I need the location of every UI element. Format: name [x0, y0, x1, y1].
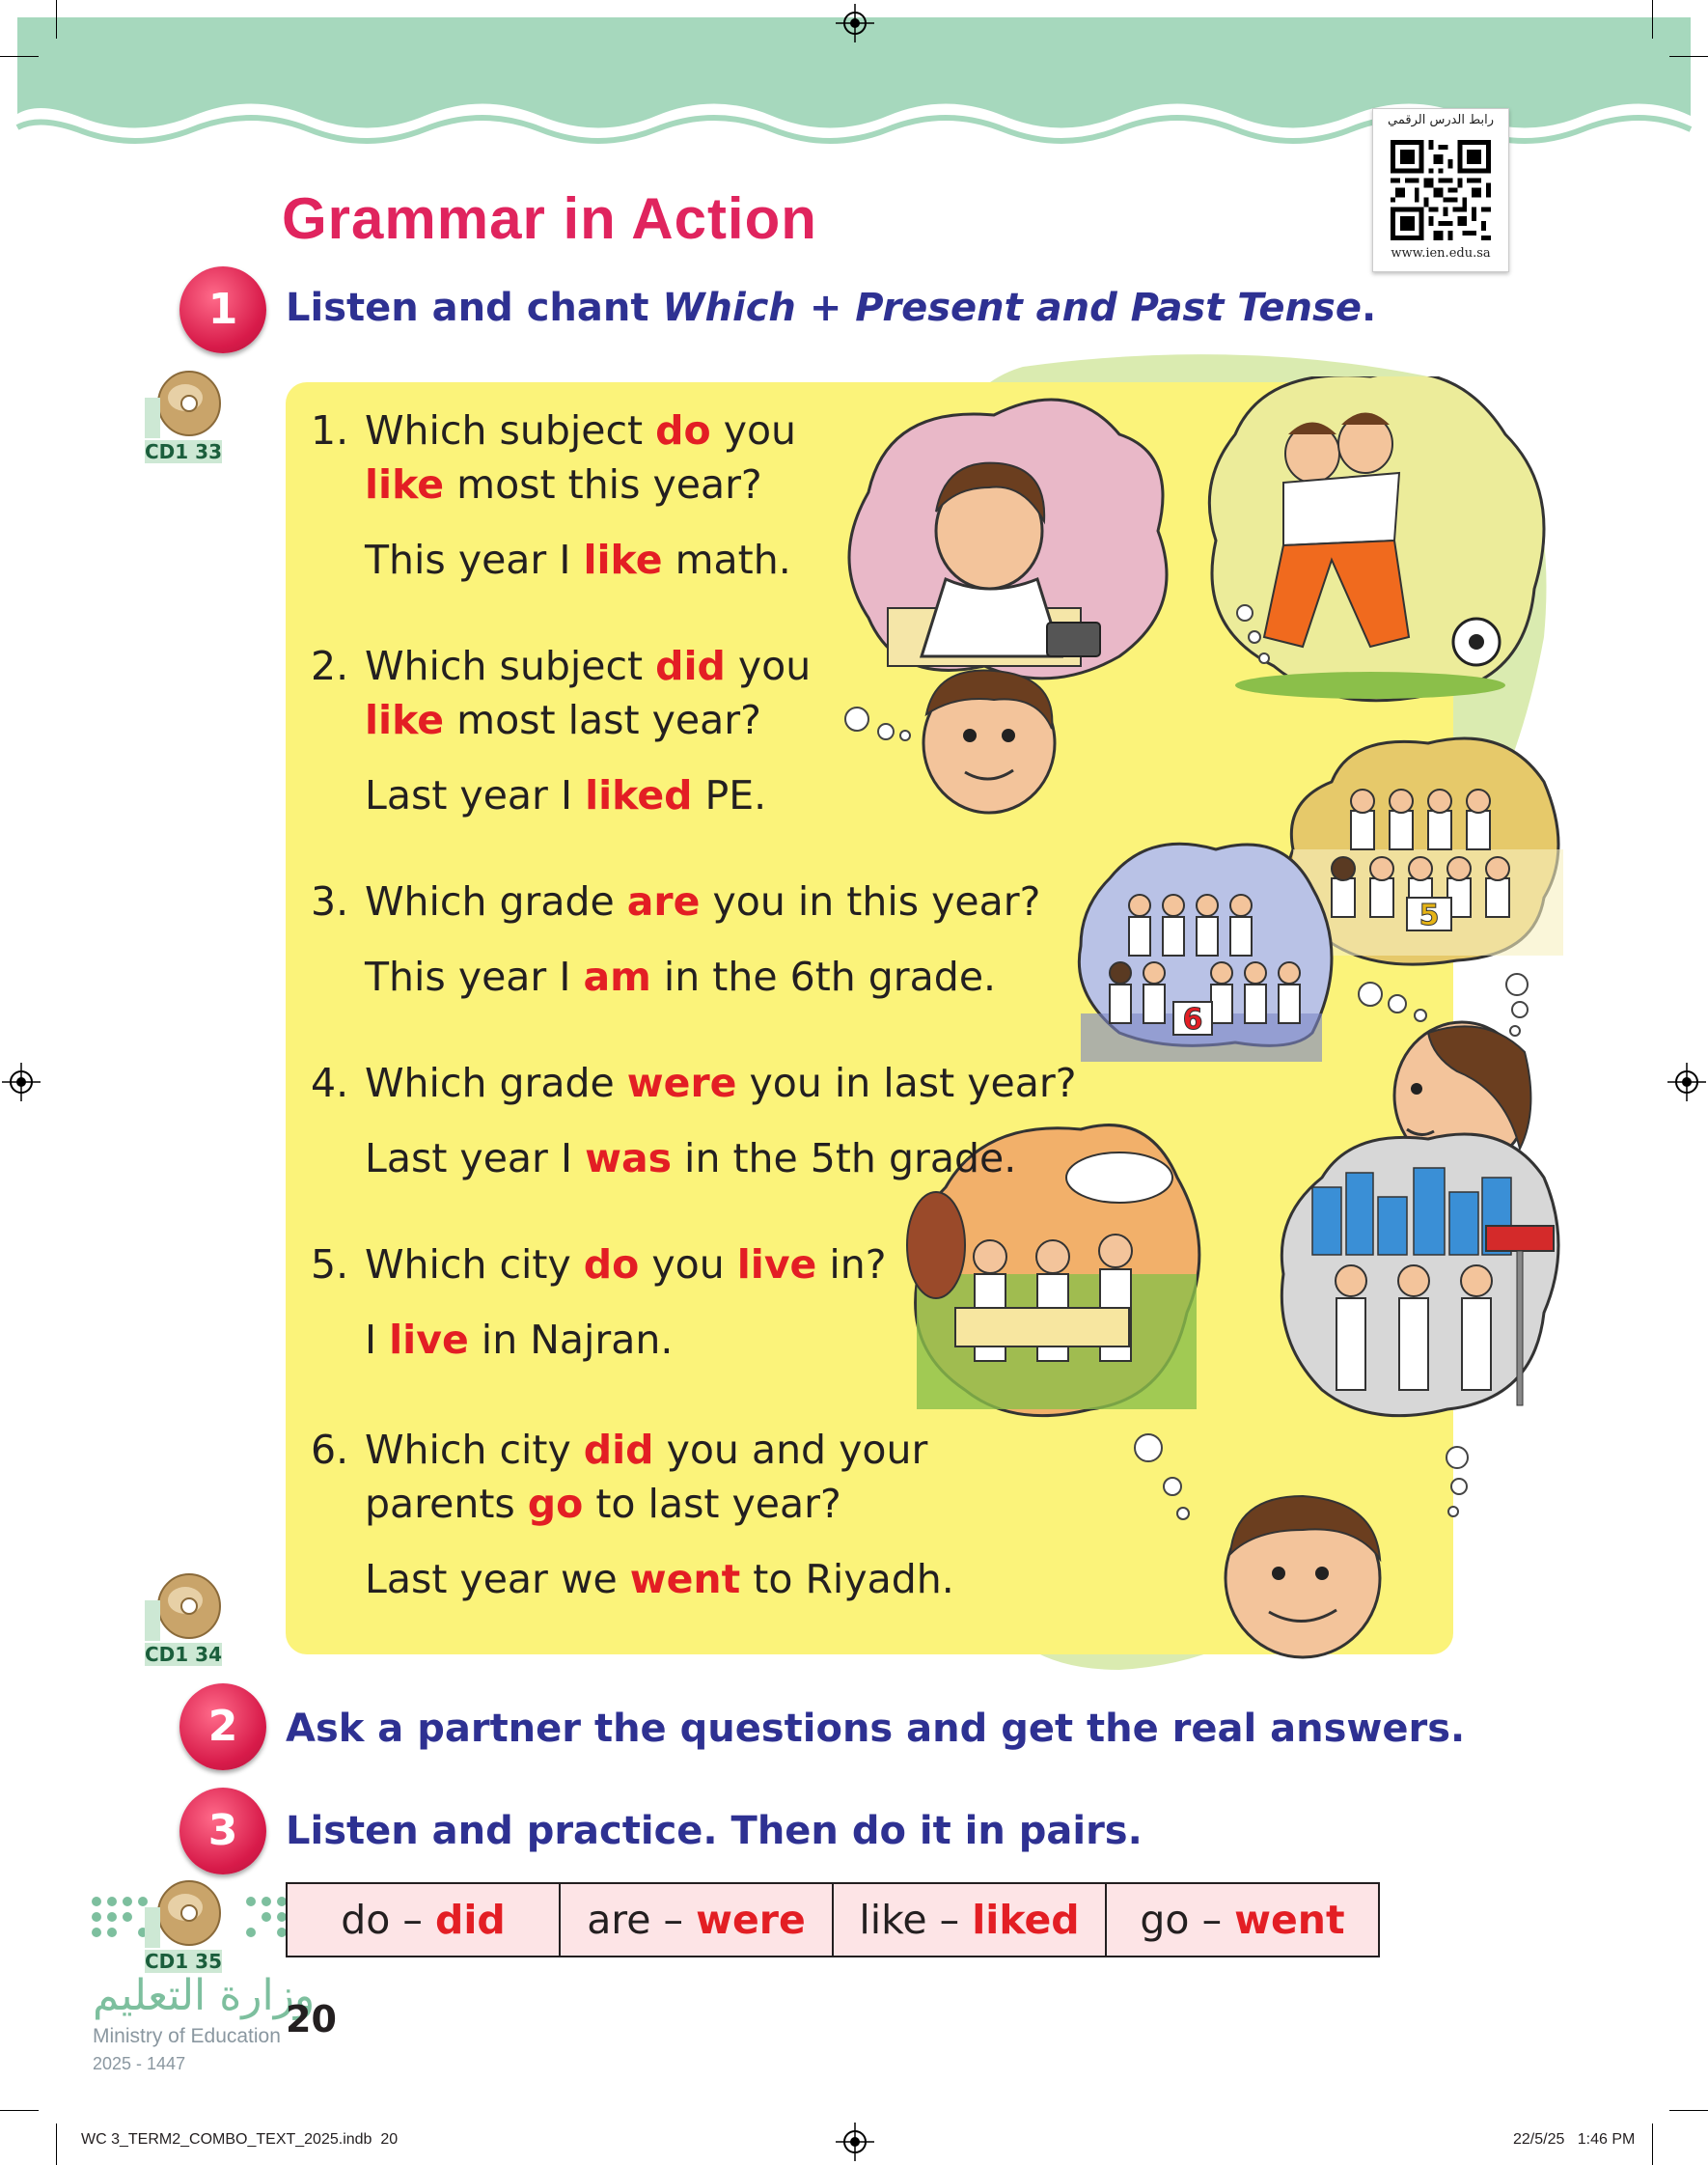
cd-label: CD1 34: [145, 1643, 222, 1666]
answer-text: This year I: [365, 954, 584, 1000]
past-verb: went: [1234, 1897, 1345, 1943]
highlight-verb: live: [389, 1317, 469, 1363]
highlight-verb: were: [626, 1060, 737, 1106]
city-scene-illustration: [1281, 1134, 1558, 1416]
exercise-2-instruction: Ask a partner the questions and get the real answers.: [286, 1707, 1466, 1751]
crop-mark: [1669, 2110, 1708, 2111]
separator: –: [650, 1897, 697, 1943]
answer-text: to Riyadh.: [740, 1556, 954, 1602]
chant-question-2: [311, 639, 811, 747]
answer-text: in Najran.: [468, 1317, 674, 1363]
ministry-name-english: Ministry of Education: [93, 2025, 281, 2047]
exercise-number-badge: 1: [179, 266, 266, 353]
cd-track-35[interactable]: [145, 1878, 222, 1973]
highlight-verb: like: [583, 537, 663, 583]
illustrations: [830, 376, 1563, 1670]
past-verb: did: [434, 1897, 506, 1943]
question-text: most last year?: [444, 697, 761, 743]
ministry-year: 2025 - 1447: [93, 2054, 186, 2073]
question-text: Which subject: [365, 643, 656, 689]
question-number: 2.: [311, 643, 349, 689]
highlight-verb: do: [655, 407, 711, 454]
table-row: [287, 1883, 1379, 1957]
chant-question-1: [311, 403, 796, 512]
exercise-number-badge: 2: [179, 1683, 266, 1770]
chant-answer-1: [311, 533, 791, 587]
chant-answer-3: [311, 950, 996, 1004]
question-number: 1.: [311, 407, 349, 454]
qr-code-icon: [1391, 140, 1491, 240]
present-verb: do: [341, 1897, 391, 1943]
chant-question-3: [311, 874, 1040, 929]
highlight-verb: do: [583, 1241, 640, 1288]
instruction-period: .: [1361, 286, 1377, 330]
present-verb: like: [859, 1897, 927, 1943]
qr-caption: رابط الدرس الرقمي: [1388, 113, 1494, 127]
question-text: in?: [816, 1241, 887, 1288]
question-text: Which subject: [365, 407, 656, 454]
highlight-verb: live: [736, 1241, 817, 1288]
crop-mark: [0, 2110, 39, 2111]
verb-table: [286, 1882, 1380, 1957]
highlight-verb: did: [655, 643, 726, 689]
question-text: most this year?: [444, 461, 762, 508]
highlight-verb: liked: [585, 772, 693, 819]
highlight-verb: go: [527, 1481, 584, 1527]
chant-question-5: [311, 1237, 887, 1291]
separator: –: [1189, 1897, 1235, 1943]
exercise-number-badge: 3: [179, 1788, 266, 1874]
chant-answer-5: [311, 1313, 673, 1367]
footer-file-info: [81, 2131, 398, 2149]
highlight-verb: was: [585, 1135, 673, 1181]
question-text: Which city: [365, 1427, 584, 1473]
answer-text: Last year I: [365, 1135, 586, 1181]
registration-mark-icon: [836, 4, 874, 42]
instruction-emphasis: Which + Present and Past Tense: [662, 286, 1362, 330]
thinking-boy-illustration: [923, 671, 1055, 813]
qr-url[interactable]: www.ien.edu.sa: [1391, 246, 1491, 261]
answer-text: I: [365, 1317, 390, 1363]
separator: –: [390, 1897, 435, 1943]
answer-text: PE.: [692, 772, 767, 819]
ministry-name-arabic: وزارة التعليم: [93, 1971, 316, 2020]
football-scene-illustration: [1209, 376, 1544, 701]
registration-mark-icon: [1667, 1063, 1706, 1101]
highlight-verb: went: [629, 1556, 741, 1602]
grade-5-sign: 5: [1419, 899, 1440, 932]
cd-track-33[interactable]: [145, 369, 222, 463]
question-text: you in this year?: [700, 878, 1041, 925]
present-verb: are: [587, 1897, 651, 1943]
verb-pair-cell: [287, 1883, 560, 1957]
exercise-1-instruction: [286, 286, 1376, 330]
question-text: Which city: [365, 1241, 584, 1288]
past-verb: liked: [972, 1897, 1080, 1943]
question-text: Which grade: [365, 878, 627, 925]
math-scene-illustration: [849, 400, 1167, 679]
question-number: 3.: [311, 878, 349, 925]
question-text: you: [639, 1241, 737, 1288]
question-number: 5.: [311, 1241, 349, 1288]
answer-text: in the 6th grade.: [650, 954, 997, 1000]
verb-pair-cell: [560, 1883, 833, 1957]
answer-text: math.: [662, 537, 791, 583]
past-verb: were: [696, 1897, 806, 1943]
page-number: 20: [286, 1998, 337, 2040]
crop-mark: [1652, 2123, 1653, 2165]
footer-file-page: 20: [380, 2131, 399, 2148]
grade-6-class-illustration: [1079, 844, 1332, 1062]
highlight-verb: like: [365, 461, 445, 508]
separator: –: [926, 1897, 973, 1943]
answer-text: This year I: [365, 537, 584, 583]
grade-6-sign: 6: [1182, 1003, 1203, 1037]
highlight-verb: are: [626, 878, 701, 925]
answer-text: Last year I: [365, 772, 586, 819]
exercise-3-instruction: Listen and practice. Then do it in pairs.: [286, 1809, 1143, 1853]
footer-date: 22/5/25: [1513, 2131, 1565, 2148]
page-title: Grammar in Action: [282, 186, 817, 251]
registration-mark-icon: [2, 1063, 41, 1101]
question-text: parents: [365, 1481, 528, 1527]
verb-pair-cell: [833, 1883, 1106, 1957]
thinking-boy-illustration: [1226, 1496, 1380, 1657]
highlight-verb: am: [583, 954, 651, 1000]
question-text: Which grade: [365, 1060, 627, 1106]
question-text: you in last year?: [736, 1060, 1077, 1106]
crop-mark: [0, 56, 39, 57]
answer-text: in the 5th grade.: [672, 1135, 1017, 1181]
footer-time: 1:46 PM: [1577, 2131, 1636, 2148]
answer-text: Last year we: [365, 1556, 630, 1602]
question-text: you: [725, 643, 812, 689]
present-verb: go: [1140, 1897, 1190, 1943]
highlight-verb: did: [583, 1427, 654, 1473]
cd-track-34[interactable]: [145, 1571, 222, 1666]
chant-question-6: [311, 1423, 927, 1531]
question-number: 4.: [311, 1060, 349, 1106]
question-number: 6.: [311, 1427, 349, 1473]
crop-mark: [56, 2123, 57, 2165]
crop-mark: [1669, 56, 1708, 57]
crop-mark: [56, 0, 57, 39]
question-text: you and your: [653, 1427, 928, 1473]
question-text: to last year?: [583, 1481, 841, 1527]
question-text: you: [710, 407, 797, 454]
footer-timestamp: [1513, 2131, 1635, 2149]
cd-label: CD1 33: [145, 440, 222, 463]
cd-label: CD1 35: [145, 1950, 222, 1973]
chant-question-4: [311, 1056, 1077, 1110]
chant-answer-6: [311, 1552, 954, 1606]
cd-icon: [145, 369, 222, 438]
instruction-text: Listen and chant: [286, 286, 663, 330]
verb-pair-cell: [1106, 1883, 1379, 1957]
cd-icon: [145, 1571, 222, 1641]
chant-answer-2: [311, 768, 766, 822]
qr-code-box[interactable]: [1372, 108, 1509, 272]
footer-file: WC 3_TERM2_COMBO_TEXT_2025.indb: [81, 2131, 372, 2148]
registration-mark-icon: [836, 2123, 874, 2161]
cd-icon: [145, 1878, 222, 1948]
chant-answer-4: [311, 1131, 1016, 1185]
crop-mark: [1652, 0, 1653, 39]
highlight-verb: like: [365, 697, 445, 743]
